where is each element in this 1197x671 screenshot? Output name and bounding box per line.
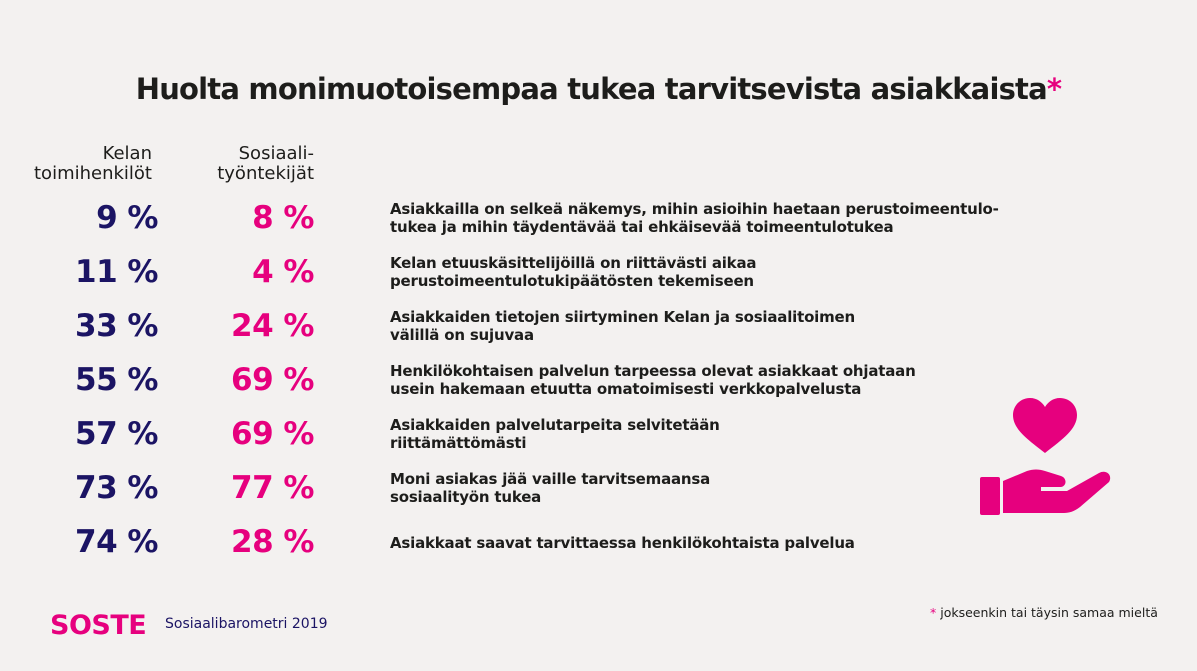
sosiaali-percent: 4 % bbox=[252, 254, 314, 290]
table-row bbox=[0, 304, 1197, 358]
statement-line2: välillä on sujuvaa bbox=[390, 326, 534, 344]
statement-line2: perustoimeentulotukipäätösten tekemiseen bbox=[390, 272, 754, 290]
kela-percent: 55 % bbox=[75, 362, 158, 398]
column-header-sosiaali bbox=[180, 144, 314, 184]
statement-line1: Moni asiakas jää vaille tarvitsemaansa bbox=[390, 470, 711, 488]
title-asterisk: * bbox=[1046, 72, 1062, 106]
source-label: Sosiaalibarometri 2019 bbox=[165, 616, 328, 632]
kela-percent: 9 % bbox=[96, 200, 158, 236]
statement bbox=[390, 254, 1040, 290]
footnote bbox=[930, 605, 1180, 620]
footnote-asterisk: * bbox=[930, 605, 937, 620]
kela-percent: 57 % bbox=[75, 416, 158, 452]
page-title bbox=[0, 72, 1197, 106]
table-row bbox=[0, 196, 1197, 250]
column-header-kela-line2: toimihenkilöt bbox=[34, 163, 152, 184]
statement-line1: Henkilökohtaisen palvelun tarpeessa olevat asiakkaat ohjataan bbox=[390, 362, 916, 380]
kela-percent: 33 % bbox=[75, 308, 158, 344]
statement bbox=[390, 308, 1040, 344]
kela-percent: 11 % bbox=[75, 254, 158, 290]
statement bbox=[390, 470, 1040, 506]
table-row bbox=[0, 250, 1197, 304]
sosiaali-percent: 28 % bbox=[231, 524, 314, 560]
column-header-sosiaali-line1: Sosiaali- bbox=[238, 143, 314, 164]
sosiaali-percent: 8 % bbox=[252, 200, 314, 236]
statement bbox=[390, 362, 1040, 398]
statement-line1: Asiakkailla on selkeä näkemys, mihin asioihin haetaan perustoimeentulo- bbox=[390, 200, 999, 218]
sosiaali-percent: 69 % bbox=[231, 416, 314, 452]
sosiaali-percent: 69 % bbox=[231, 362, 314, 398]
title-text: Huolta monimuotoisempaa tukea tarvitsevista asiakkaista bbox=[135, 72, 1047, 106]
column-header-sosiaali-line2: työntekijät bbox=[217, 163, 314, 184]
statement bbox=[390, 200, 1040, 236]
statement bbox=[390, 534, 1040, 552]
table-row bbox=[0, 520, 1197, 574]
column-header-kela bbox=[10, 144, 152, 184]
statement-line2: tukea ja mihin täydentävää tai ehkäisevää toimeentulotukea bbox=[390, 218, 894, 236]
statement-line2: riittämättömästi bbox=[390, 434, 527, 452]
statement-line2: sosiaalityön tukea bbox=[390, 488, 542, 506]
column-header-kela-line1: Kelan bbox=[102, 143, 152, 164]
heart-in-hand-icon bbox=[975, 395, 1115, 520]
statement bbox=[390, 416, 1040, 452]
statement-line1: Asiakkaiden palvelutarpeita selvitetään bbox=[390, 416, 720, 434]
soste-logo: SOSTE bbox=[50, 610, 147, 641]
kela-percent: 74 % bbox=[75, 524, 158, 560]
statement-line1: Asiakkaiden tietojen siirtyminen Kelan ja sosiaalitoimen bbox=[390, 308, 855, 326]
statement-line1: Kelan etuuskäsittelijöillä on riittävästi aikaa bbox=[390, 254, 757, 272]
sosiaali-percent: 77 % bbox=[231, 470, 314, 506]
statement-line1: Asiakkaat saavat tarvittaessa henkilökohtaista palvelua bbox=[390, 534, 855, 552]
kela-percent: 73 % bbox=[75, 470, 158, 506]
footnote-text: jokseenkin tai täysin samaa mieltä bbox=[940, 605, 1158, 620]
sosiaali-percent: 24 % bbox=[231, 308, 314, 344]
statement-line2: usein hakemaan etuutta omatoimisesti verkkopalvelusta bbox=[390, 380, 862, 398]
